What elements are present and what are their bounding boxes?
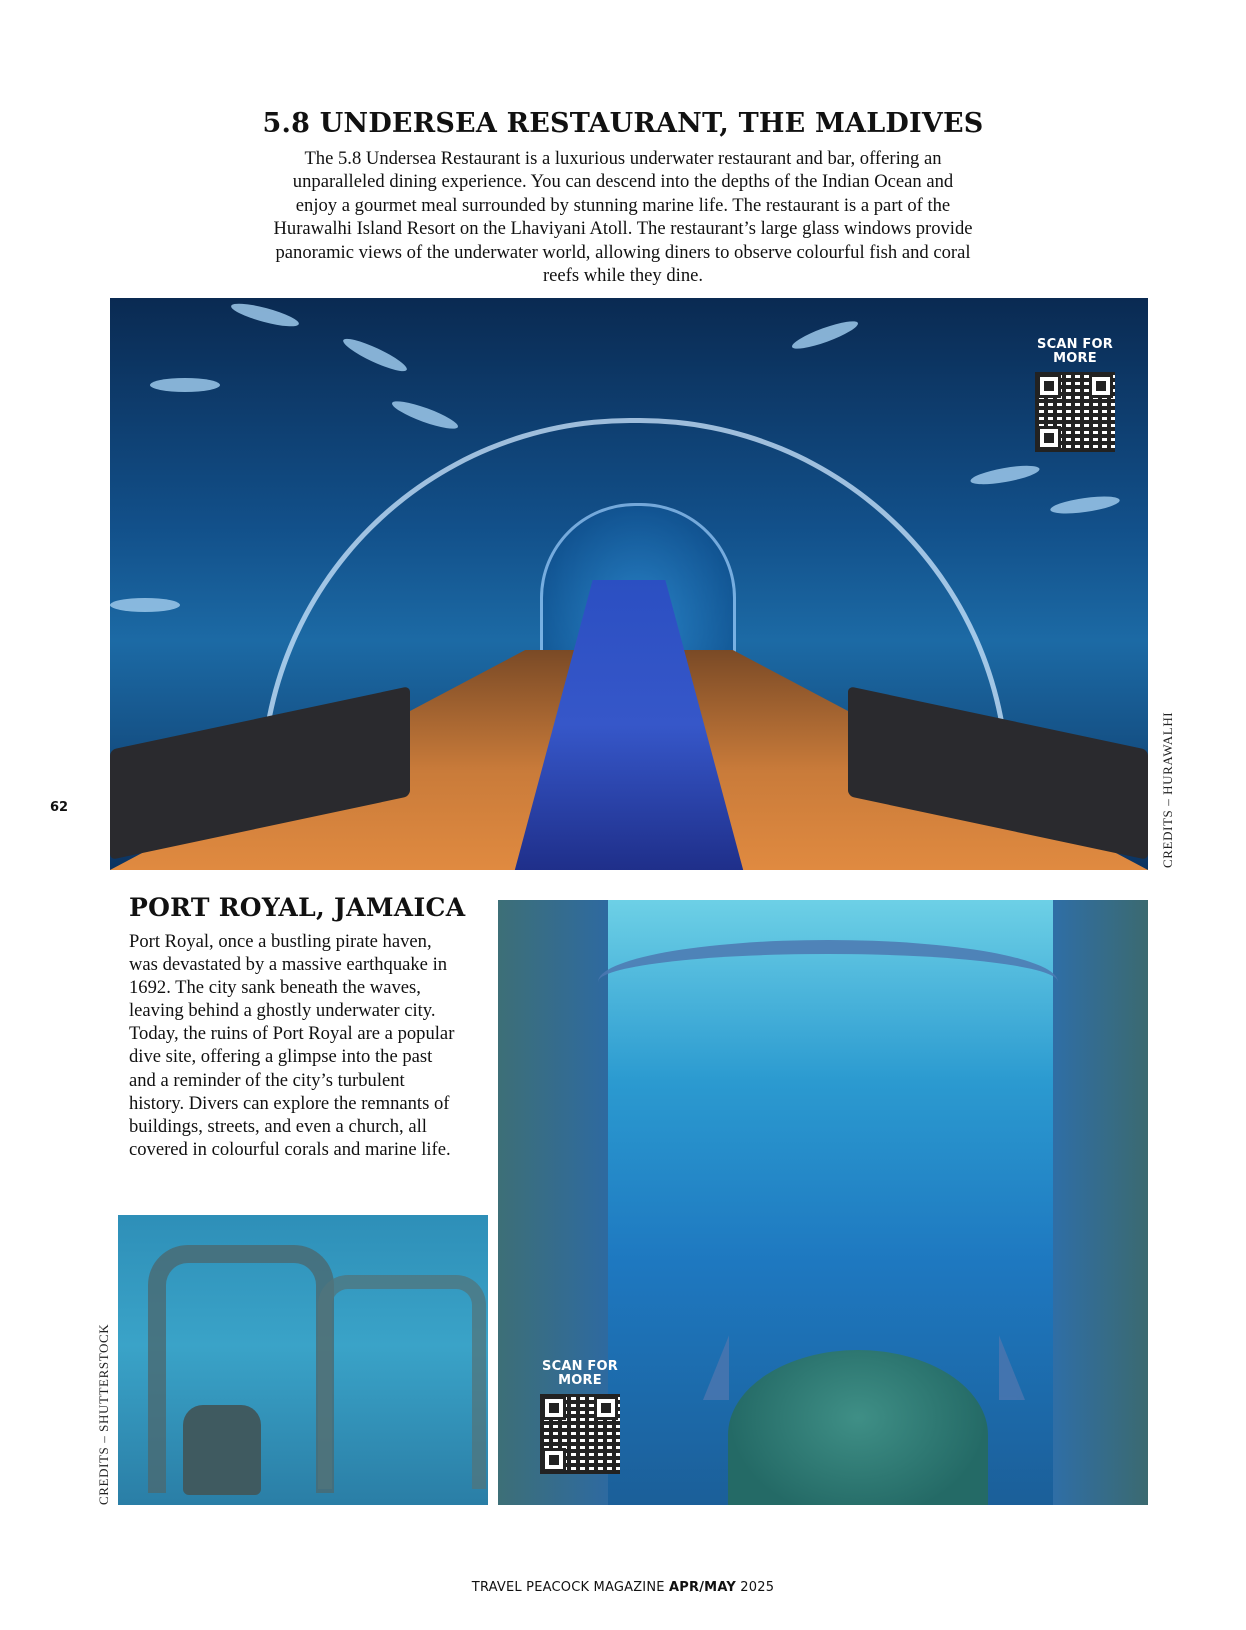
qr-label-line1: SCAN FOR bbox=[542, 1359, 618, 1374]
section-title-port-royal: PORT ROYAL, JAMAICA bbox=[129, 893, 466, 922]
footer-magazine: TRAVEL PEACOCK MAGAZINE bbox=[471, 1580, 665, 1595]
qr-scan-maldives[interactable] bbox=[1025, 338, 1125, 452]
footer-year: 2025 bbox=[740, 1580, 775, 1595]
qr-label-line2: MORE bbox=[558, 1373, 602, 1388]
photo-credit-shutterstock: CREDITS – SHUTTERSTOCK bbox=[96, 1323, 111, 1505]
section-title-maldives: 5.8 UNDERSEA RESTAURANT, THE MALDIVES bbox=[262, 108, 984, 139]
qr-label-line1: SCAN FOR bbox=[1037, 337, 1113, 352]
qr-code-icon[interactable] bbox=[540, 1394, 620, 1474]
section-body-maldives: The 5.8 Undersea Restaurant is a luxurious underwater restaurant and bar, offering an unparalleled dining experience. You can descend into the depths of the Indian Ocean and enjoy a gourmet meal surrounded by stunning marine life. The restaurant is a part of the Hurawalhi Island Resort on the Lhaviyani Atoll. The restaurant’s large glass windows provide panoramic views of the underwater world, allowing diners to observe colourful fish and coral reefs while they dine. bbox=[273, 148, 973, 287]
page-footer bbox=[0, 1580, 1246, 1595]
qr-scan-port-royal[interactable] bbox=[530, 1360, 630, 1474]
section-body-port-royal: Port Royal, once a bustling pirate haven, was devastated by a massive earthquake in 1692. The city sank beneath the waves, leaving behind a ghostly underwater city. Today, the ruins of Port Royal are a popular dive site, offering a glimpse into the past and a reminder of the city’s turbulent history. Divers can explore the remnants of buildings, streets, and even a church, all covered in colourful corals and marine life. bbox=[129, 931, 455, 1160]
port-royal-ruins-photo bbox=[498, 900, 1148, 1505]
undersea-restaurant-photo bbox=[110, 298, 1148, 870]
page-number: 62 bbox=[50, 800, 69, 815]
footer-issue: APR/MAY bbox=[669, 1580, 736, 1595]
qr-code-icon[interactable] bbox=[1035, 372, 1115, 452]
underwater-ruins-photo bbox=[118, 1215, 488, 1505]
qr-label-line2: MORE bbox=[1053, 351, 1097, 366]
photo-credit-hurawalhi: CREDITS – HURAWALHI bbox=[1160, 711, 1175, 868]
